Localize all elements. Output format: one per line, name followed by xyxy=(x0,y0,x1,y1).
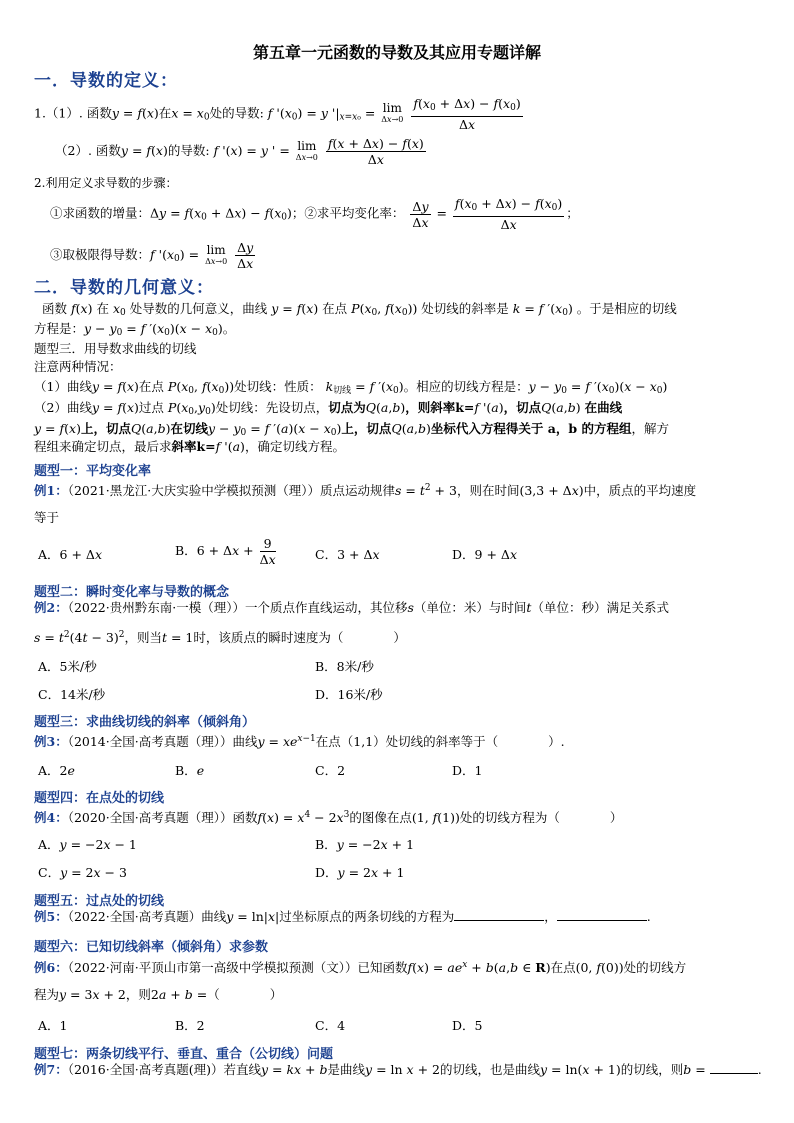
steps-line-2: ③取极限得导数：f '$(x_0)$ = lim Δx→0 $\frac{\Delta y}{\Delta x}$ xyxy=(50,240,254,271)
problem-type-2-heading: 题型二：瞬时变化率与导数的概念 xyxy=(34,585,230,600)
limit-symbol: lim Δx→0 xyxy=(381,101,404,124)
definition-1: 1.（1）. 函数y = f(x)在$x = x_0$处的导数: f '$(x_0) = y$ '$|_{x=x_0}$ = lim Δx→0 $\frac{f(x_0 + \Delta x) - f(x_0)}{\Delta x}$ xyxy=(34,96,521,132)
answer-blank-b[interactable] xyxy=(710,1073,758,1074)
difference-quotient: $\frac{f(x_0 + \Delta x) - f(x_0)}{\Delta x}$ xyxy=(413,96,521,132)
ex1-option-b[interactable]: B．6 + Δx + $\frac{9}{\Delta x}$ xyxy=(175,536,276,567)
example-6: 例6：（2022·河南·平顶山市第一高级中学模拟预测（文））已知函数$f(x) = ae^x + b(a,b$ ∈ R)在点(0, f(0))处的切线方 xyxy=(34,960,687,975)
example-4: 例4：（2020·全国·高考真题（理））函数$f(x) = x^4 - 2x^3$的图像在点(1, f(1))处的切线方程为（ ） xyxy=(34,810,623,825)
problem-type-7-heading: 题型七：两条切线平行、垂直、重合（公切线）问题 xyxy=(34,1047,334,1062)
ex4-option-b[interactable]: B．y = −2x + 1 xyxy=(315,837,415,852)
case-2-end: 程组来确定切点，最后求斜率k=f '(a)，确定切线方程。 xyxy=(34,439,345,454)
ex1-option-d[interactable]: D．9 + Δx xyxy=(452,547,517,562)
ex2-option-c[interactable]: C．14米/秒 xyxy=(38,687,106,702)
ex4-option-a[interactable]: A．y = −2x − 1 xyxy=(38,837,137,852)
ex4-option-d[interactable]: D．y = 2x + 1 xyxy=(315,865,405,880)
ex6-option-a[interactable]: A．1 xyxy=(38,1018,68,1033)
ex3-option-d[interactable]: D．1 xyxy=(452,763,483,778)
page-title: 第五章一元函数的导数及其应用专题详解 xyxy=(252,43,541,62)
ex3-option-c[interactable]: C．2 xyxy=(315,763,346,778)
ex1-option-c[interactable]: C．3 + Δx xyxy=(315,547,380,562)
problem-type-3-heading: 题型三：求曲线切线的斜率（倾斜角） xyxy=(34,715,256,730)
geometry-line-1: 函数 f(x) 在 $x_0$ 处导数的几何意义，曲线 y = f(x) 在点 $P(x_0$, $f(x_0)$) 处切线的斜率是 k = f $'(x_0)$ 。于是相应的切线 xyxy=(42,301,677,318)
steps-title: 2.利用定义求导数的步骤： xyxy=(34,176,178,190)
example-5: 例5：（2022·全国·高考真题）曲线y = ln|x|过坐标原点的两条切线的方程为 ， . xyxy=(34,909,651,924)
problem-type-5-heading: 题型五：过点处的切线 xyxy=(34,894,165,909)
definition-2: （2）. 函数y = f(x)的导数: f '(x) = y ' = lim Δx→0 $\frac{f(x + \Delta x) - f(x)}{\Delta x}$ xyxy=(55,136,424,167)
example-7: 例7：（2016·全国·高考真题(理)）若直线y = kx + b是曲线y = ln x + 2的切线，也是曲线y = ln(x + 1)的切线，则b = . xyxy=(34,1062,762,1077)
problem-type-4-heading: 题型四：在点处的切线 xyxy=(34,791,165,806)
ex2-option-d[interactable]: D．16米/秒 xyxy=(315,687,383,702)
ex2-option-b[interactable]: B．8米/秒 xyxy=(315,659,374,674)
answer-blank-2[interactable] xyxy=(557,920,647,921)
case-2-continued: y = f(x)上，切点Q(a,b)在切线$y - y_0 = f$ $'(a)(x - x_0)$上，切点Q(a,b)坐标代入方程得关于 a，b 的方程组，解方 xyxy=(34,421,669,438)
ex3-option-b[interactable]: B．e xyxy=(175,763,205,778)
ex6-option-d[interactable]: D．5 xyxy=(452,1018,483,1033)
example-2: 例2：（2022·贵州黔东南·一模（理））一个质点作直线运动，其位移s（单位：米）与时间t（单位：秒）满足关系式 xyxy=(34,600,669,615)
type3-heading: 题型三．用导数求曲线的切线 xyxy=(34,341,197,356)
case-2: （2）曲线y = f(x)过点 $P(x_0,y_0)$处切线：先设切点，切点为Q(a,b)，则斜率k=f '(a)，切点Q(a,b) 在曲线 xyxy=(34,400,623,417)
section-heading-definition: 一．导数的定义： xyxy=(34,71,178,91)
ex6-option-c[interactable]: C．4 xyxy=(315,1018,346,1033)
ex3-option-a[interactable]: A．2e xyxy=(38,763,75,778)
example-6-cont: 程为y = 3x + 2，则2a + b =（ ） xyxy=(34,987,283,1002)
problem-type-6-heading: 题型六：已知切线斜率（倾斜角）求参数 xyxy=(34,940,269,955)
ex4-option-c[interactable]: C．y = 2x − 3 xyxy=(38,865,127,880)
section-heading-geometry: 二．导数的几何意义： xyxy=(34,278,214,298)
answer-blank-1[interactable] xyxy=(454,920,544,921)
steps-line-1: ①求函数的增量：$\Delta y = f(x_0 + \Delta x) - f(x_0)$；②求平均变化率： $\frac{\Delta y}{\Delta x}$ = $\frac{f(x_0 + \Delta x) - f(x_0)}{\Delta x}$ ； xyxy=(50,196,579,232)
example-1-cont: 等于 xyxy=(34,510,60,525)
example-3: 例3：（2014·全国·高考真题（理））曲线$y = xe^{x-1}$在点（1,1）处切线的斜率等于（ ）. xyxy=(34,734,565,749)
ex2-option-a[interactable]: A．5米/秒 xyxy=(38,659,97,674)
ex6-option-b[interactable]: B．2 xyxy=(175,1018,205,1033)
example-2-cont: $s = t^2(4t - 3)^2$，则当t = 1时，该质点的瞬时速度为（ ） xyxy=(34,630,406,645)
example-1: 例1：（2021·黑龙江·大庆实验中学模拟预测（理））质点运动规律$s = t^2 + 3$，则在时间(3,3 + Δx)中，质点的平均速度 xyxy=(34,483,697,498)
note-line: 注意两种情况： xyxy=(34,359,122,374)
geometry-line-2: 方程是：$y - y_0 = f$ $'(x_0)(x - x_0)$。 xyxy=(34,321,236,338)
case-1: （1）曲线y = f(x)在点 $P(x_0$, $f(x_0)$)处切线：性质： $k_{切线} = f$ $'(x_0)$。相应的切线方程是：$y - y_0 = f$ $'(x_0)(x - x_0)$ xyxy=(34,379,668,396)
ex1-option-a[interactable]: A．6 + Δx xyxy=(38,547,102,562)
problem-type-1-heading: 题型一：平均变化率 xyxy=(34,464,152,479)
